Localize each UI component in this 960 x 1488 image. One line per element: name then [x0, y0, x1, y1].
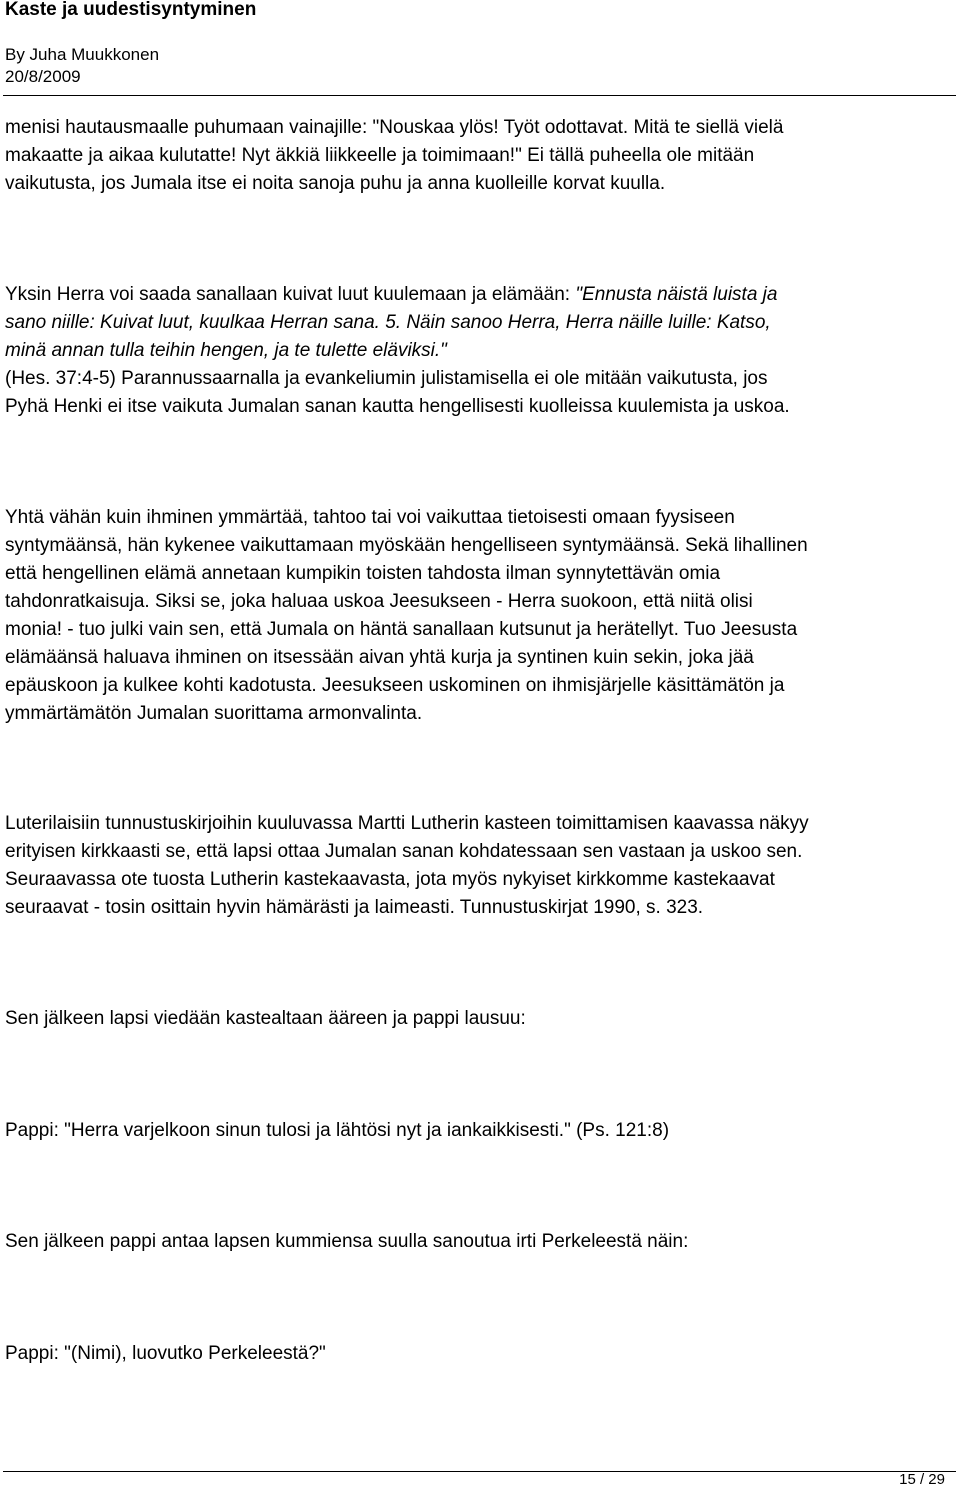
paragraph-3	[5, 504, 955, 728]
paragraph-4	[5, 810, 955, 922]
text-line: Pappi: "Herra varjelkoon sinun tulosi ja lähtösi nyt ja iankaikkisesti." (Ps. 121:8)	[5, 1120, 670, 1141]
text-line: monia! - tuo julki vain sen, että Jumala on häntä sanallaan kutsunut ja herätellyt. Tuo Jeesusta	[5, 619, 798, 640]
text-line: Sen jälkeen lapsi viedään kastealtaan ääreen ja pappi lausuu:	[5, 1008, 526, 1029]
document-author: By Juha Muukkonen	[5, 45, 160, 64]
paragraph-1	[5, 114, 955, 198]
footer-divider	[3, 1471, 956, 1472]
text-line: Pappi: "(Nimi), luovutko Perkeleestä?"	[5, 1343, 326, 1364]
document-header	[5, 0, 955, 88]
paragraph-6	[5, 1117, 955, 1145]
paragraph-8	[5, 1340, 955, 1368]
text-line: erityisen kirkkaasti se, että lapsi ottaa Jumalan sanan kohdatessaan sen vastaan ja uskoo sen.	[5, 841, 803, 862]
document-date: 20/8/2009	[5, 67, 81, 86]
text-line	[5, 309, 955, 337]
bible-quote: sano niille: Kuivat luut, kuulkaa Herran sana. 5. Näin sanoo Herra, Herra näille luille: Katso,	[5, 312, 771, 333]
text-line: Pyhä Henki ei itse vaikuta Jumalan sanan kautta hengellisesti kuolleissa kuulemista ja uskoa.	[5, 396, 790, 417]
paragraph-5	[5, 1005, 955, 1033]
text-line	[5, 281, 955, 309]
bible-quote: "Ennusta näistä luista ja	[575, 284, 778, 305]
text-line: (Hes. 37:4-5) Parannussaarnalla ja evankeliumin julistamisella ei ole mitään vaikutusta, jos	[5, 368, 768, 389]
text-line: Seuraavassa ote tuosta Lutherin kastekaavasta, jota myös nykyiset kirkkomme kastekaavat	[5, 869, 775, 890]
text-line: tahdonratkaisuja. Siksi se, joka haluaa uskoa Jeesukseen - Herra suokoon, että niitä olisi	[5, 591, 753, 612]
text-line: makaatte ja aikaa kulutatte! Nyt äkkiä liikkeelle ja toimimaan!" Ei tällä puheella ole mitään	[5, 145, 755, 166]
document-body	[5, 114, 955, 1368]
paragraph-2	[5, 281, 955, 421]
page-number: 15 / 29	[899, 1471, 945, 1488]
text-line: epäuskoon ja kulkee kohti kadotusta. Jeesukseen uskominen on ihmisjärjelle käsittämätön ja	[5, 675, 785, 696]
document-title: Kaste ja uudestisyntyminen	[5, 0, 257, 20]
text-plain: Yksin Herra voi saada sanallaan kuivat luut kuulemaan ja elämään:	[5, 284, 576, 305]
text-line: ymmärtämätön Jumalan suorittama armonvalinta.	[5, 703, 423, 724]
text-line	[5, 337, 955, 365]
bible-quote: minä annan tulla teihin hengen, ja te tulette eläviksi."	[5, 340, 447, 361]
text-line: menisi hautausmaalle puhumaan vainajille: "Nouskaa ylös! Työt odottavat. Mitä te siellä vielä	[5, 117, 784, 138]
paragraph-7	[5, 1228, 955, 1256]
text-line: että hengellinen elämä annetaan kumpikin toisten tahdosta ilman synnytettävän omia	[5, 563, 721, 584]
text-line: seuraavat - tosin osittain hyvin hämärästi ja laimeasti. Tunnustuskirjat 1990, s. 323.	[5, 897, 704, 918]
text-line: Luterilaisiin tunnustuskirjoihin kuuluvassa Martti Lutherin kasteen toimittamisen kaavassa näkyy	[5, 813, 809, 834]
header-divider	[3, 95, 956, 96]
text-line: elämäänsä haluava ihminen on itsessään aivan yhtä kurja ja syntinen kuin sekin, joka jää	[5, 647, 754, 668]
text-line: vaikutusta, jos Jumala itse ei noita sanoja puhu ja anna kuolleille korvat kuulla.	[5, 173, 666, 194]
text-line: Yhtä vähän kuin ihminen ymmärtää, tahtoo tai voi vaikuttaa tietoisesti omaan fyysiseen	[5, 507, 735, 528]
text-line: syntymäänsä, hän kykenee vaikuttamaan myöskään hengelliseen syntymäänsä. Sekä lihallinen	[5, 535, 808, 556]
text-line: Sen jälkeen pappi antaa lapsen kummiensa suulla sanoutua irti Perkeleestä näin:	[5, 1231, 689, 1252]
